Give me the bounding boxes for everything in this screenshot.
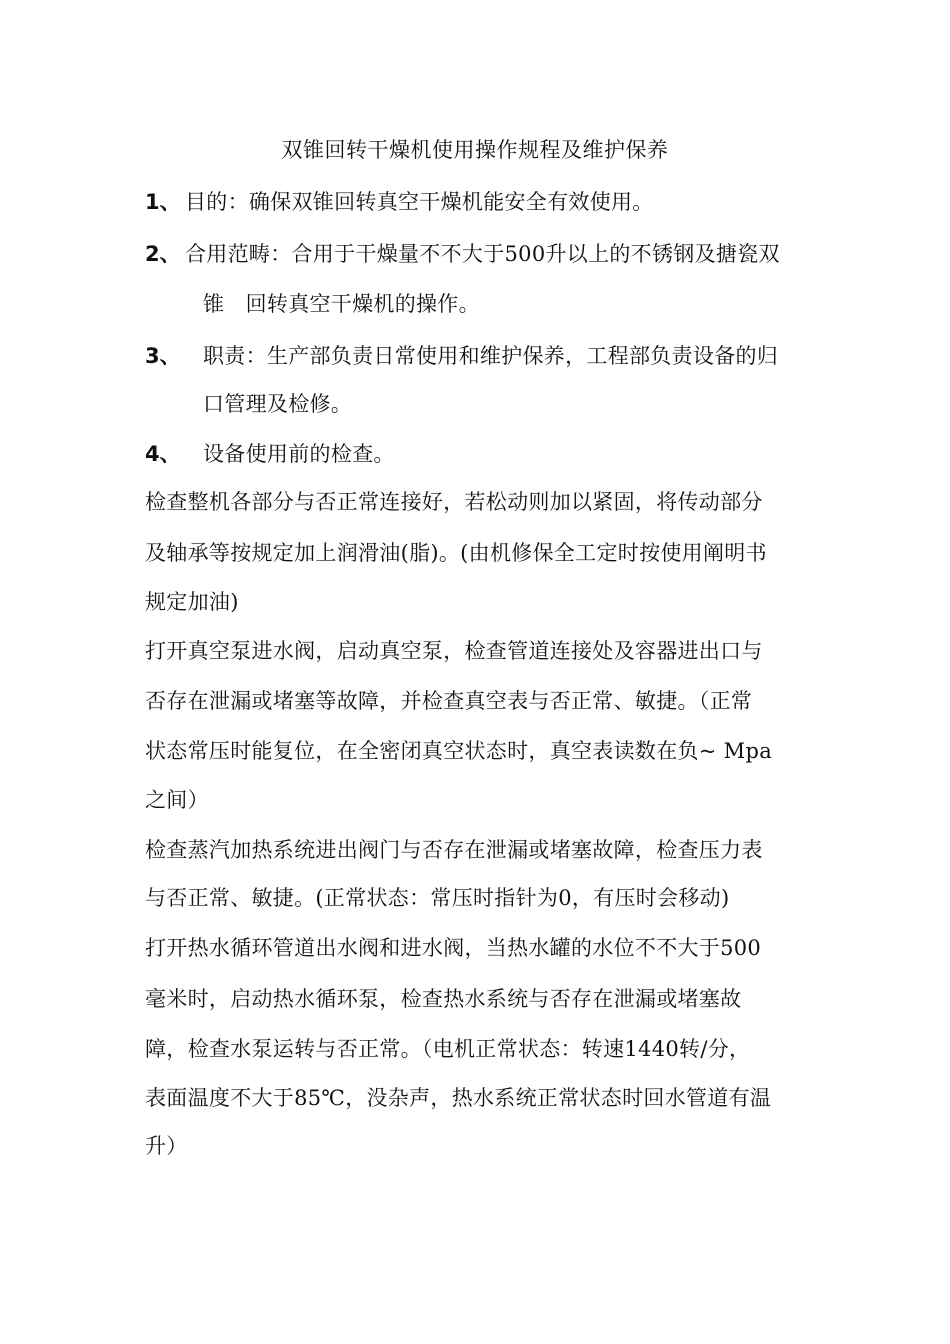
paragraph-line: 与否正常、敏捷。(正常状态：常压时指针为0，有压时会移动): [145, 886, 730, 910]
paragraph-line: 升）: [145, 1134, 188, 1158]
item-2-text: 合用范畴：合用于干燥量不不大于500升以上的不锈钢及搪瓷双: [185, 242, 780, 266]
document-title: 双锥回转干燥机使用操作规程及维护保养: [281, 138, 669, 162]
item-3-number: 3、: [145, 344, 181, 368]
item-4-text: 设备使用前的检查。: [203, 442, 395, 466]
paragraph-line: 打开真空泵进水阀，启动真空泵，检查管道连接处及容器进出口与: [145, 639, 763, 663]
item-1-number: 1、: [145, 190, 181, 214]
paragraph-line: 表面温度不大于85℃，没杂声，热水系统正常状态时回水管道有温: [145, 1086, 772, 1110]
paragraph-line: 打开热水循环管道出水阀和进水阀，当热水罐的水位不不大于500: [145, 936, 762, 960]
paragraph-line: 毫米时，启动热水循环泵，检查热水系统与否存在泄漏或堵塞故: [145, 987, 742, 1011]
item-1-text: 目的：确保双锥回转真空干燥机能安全有效使用。: [185, 190, 654, 214]
paragraph-line: 及轴承等按规定加上润滑油(脂)。(由机修保全工定时按使用阐明书: [145, 541, 767, 565]
paragraph-line: 状态常压时能复位，在全密闭真空状态时，真空表读数在负~ Mpa: [145, 739, 773, 763]
paragraph-line: 障，检查水泵运转与否正常。（电机正常状态：转速1440转/分，: [145, 1037, 751, 1061]
item-3-continuation: 口管理及检修。: [203, 392, 353, 416]
paragraph-line: 检查蒸汽加热系统进出阀门与否存在泄漏或堵塞故障，检查压力表: [145, 838, 763, 862]
item-4-number: 4、: [145, 442, 181, 466]
item-2-number: 2、: [145, 242, 181, 266]
item-2-continuation: 锥 回转真空干燥机的操作。: [203, 292, 480, 316]
item-3-text: 职责：生产部负责日常使用和维护保养，工程部负责设备的归: [203, 344, 779, 368]
paragraph-line: 之间）: [145, 788, 209, 812]
paragraph-line: 规定加油): [145, 590, 239, 614]
paragraph-line: 否存在泄漏或堵塞等故障，并检查真空表与否正常、敏捷。（正常: [145, 689, 753, 713]
paragraph-line: 检查整机各部分与否正常连接好，若松动则加以紧固，将传动部分: [145, 490, 763, 514]
